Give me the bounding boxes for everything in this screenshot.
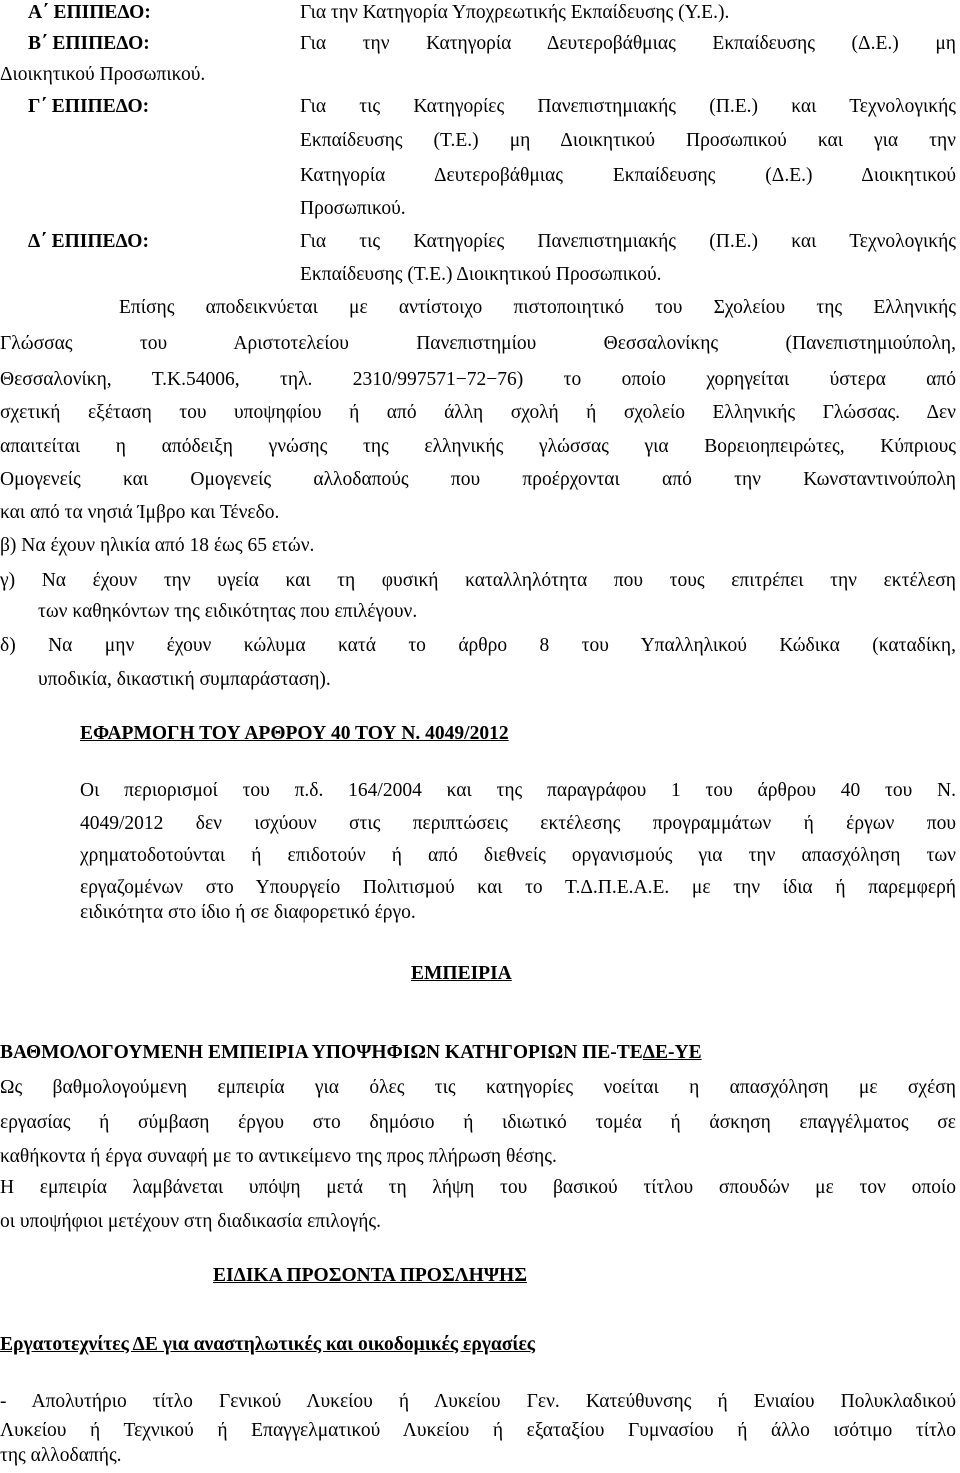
para1-line: Γλώσσας του Αριστοτελείου Πανεπιστημίου Θεσσαλονίκης (Πανεπιστημιούπολη, — [0, 333, 956, 354]
item-d-impediment: δ) Να μην έχουν κώλυμα κατά το άρθρο 8 του Υπαλληλικού Κώδικα (καταδίκη, — [0, 635, 956, 656]
level-c-text-2: Εκπαίδευσης (Τ.Ε.) μη Διοικητικού Προσωπικού και για την — [300, 130, 956, 151]
workers-line: της αλλοδαπής. — [0, 1445, 122, 1466]
para1-line: Θεσσαλονίκη, Τ.Κ.54006, τηλ. 2310/997571−72−76) το οποίο χορηγείται ύστερα από — [0, 369, 956, 390]
workers-line: - Απολυτήριο τίτλο Γενικού Λυκείου ή Λυκείου Γεν. Κατεύθυνσης ή Ενιαίου Πολυκλαδικού — [0, 1391, 956, 1412]
law-line: Οι περιορισμοί του π.δ. 164/2004 και της παραγράφου 1 του άρθρου 40 του Ν. — [80, 780, 956, 801]
heading-scored-experience — [0, 1037, 702, 1070]
heading-scored-tail: ΔΕ-ΥΕ — [642, 1042, 702, 1063]
para1-line: σχετική εξέταση του υποψηφίου ή από άλλη σχολή ή σχολείο Ελληνικής Γλώσσας. Δεν — [0, 402, 956, 423]
item-b-age: β) Να έχουν ηλικία από 18 έως 65 ετών. — [0, 535, 315, 556]
level-d-label: Δ΄ ΕΠΙΠΕΔΟ: — [28, 231, 149, 252]
level-a-text: Για την Κατηγορία Υποχρεωτικής Εκπαίδευσης (Υ.Ε.). — [300, 2, 730, 23]
heading-scored-main: ΒΑΘΜΟΛΟΓΟΥΜΕΝΗ ΕΜΠΕΙΡΙΑ ΥΠΟΨΗΦΙΩΝ ΚΑΤΗΓΟΡΙΩΝ ΠΕ-ΤΕ — [0, 1042, 643, 1063]
level-c-text: Για τις Κατηγορίες Πανεπιστημιακής (Π.Ε.) και Τεχνολογικής — [300, 96, 956, 117]
level-d-text: Για τις Κατηγορίες Πανεπιστημιακής (Π.Ε.) και Τεχνολογικής — [300, 231, 956, 252]
item-d-impediment-2: υποδικία, δικαστική συμπαράσταση). — [38, 669, 331, 690]
para1-line: Επίσης αποδεικνύεται με αντίστοιχο πιστοποιητικό του Σχολείου της Ελληνικής — [119, 297, 956, 318]
level-d-text-2: Εκπαίδευσης (Τ.Ε.) Διοικητικού Προσωπικού. — [300, 264, 662, 285]
law-line: ειδικότητα στο ίδιο ή σε διαφορετικό έργο. — [80, 902, 416, 923]
level-c-text-3: Κατηγορία Δευτεροβάθμιας Εκπαίδευσης (Δ.Ε.) Διοικητικού — [300, 165, 956, 186]
exp1-line: καθήκοντα ή έργα συναφή με το αντικείμενο της προς πλήρωση θέσης. — [0, 1146, 557, 1167]
heading-experience: ΕΜΠΕΙΡΙΑ — [411, 963, 512, 984]
workers-line: Λυκείου ή Τεχνικού ή Επαγγελματικού Λυκείου ή εξαταξίου Γυμνασίου ή άλλο ισότιμο τίτλο — [0, 1420, 956, 1441]
level-c-label: Γ΄ ΕΠΙΠΕΔΟ: — [28, 96, 150, 117]
level-b-label: Β΄ ΕΠΙΠΕΔΟ: — [28, 33, 150, 54]
exp2-line: οι υποψήφιοι μετέχουν στη διαδικασία επιλογής. — [0, 1211, 382, 1232]
law-line: χρηματοδοτούνται ή επιδοτούν ή από διεθνείς οργανισμούς για την απασχόληση των — [80, 845, 956, 866]
item-c-health-2: των καθηκόντων της ειδικότητας που επιλέγουν. — [38, 601, 418, 622]
heading-special-qualifications: ΕΙΔΙΚΑ ΠΡΟΣΟΝΤΑ ΠΡΟΣΛΗΨΗΣ — [213, 1265, 527, 1286]
law-line: 4049/2012 δεν ισχύουν στις περιπτώσεις εκτέλεσης προγραμμάτων ή έργων που — [80, 813, 956, 834]
level-b-text: Για την Κατηγορία Δευτεροβάθμιας Εκπαίδευσης (Δ.Ε.) μη — [300, 33, 956, 54]
exp1-line: Ως βαθμολογούμενη εμπειρία για όλες τις κατηγορίες νοείται η απασχόληση με σχέση — [0, 1077, 956, 1098]
para1-line: απαιτείται η απόδειξη γνώσης της ελληνικής γλώσσας για Βορειοηπειρώτες, Κύπριους — [0, 436, 956, 457]
law-line: εργαζομένων στο Υπουργείο Πολιτισμού και το Τ.Δ.Π.Ε.Α.Ε. με την ίδια ή παρεμφερή — [80, 877, 956, 898]
level-b-text-2: Διοικητικού Προσωπικού. — [0, 64, 206, 85]
item-c-health: γ) Να έχουν την υγεία και τη φυσική καταλληλότητα που τους επιτρέπει την εκτέλεση — [0, 570, 956, 591]
para1-line: και από τα νησιά Ίμβρο και Τένεδο. — [0, 502, 280, 523]
para1-line: Ομογενείς και Ομογενείς αλλοδαπούς που προέρχονται από την Κωνσταντινούπολη — [0, 469, 956, 490]
level-c-text-4: Προσωπικού. — [300, 198, 406, 219]
exp2-line: Η εμπειρία λαμβάνεται υπόψη μετά τη λήψη του βασικού τίτλου σπουδών με τον οποίο — [0, 1177, 956, 1198]
heading-workers: Εργατοτεχνίτες ΔΕ για αναστηλωτικές και οικοδομικές εργασίες — [0, 1334, 536, 1355]
exp1-line: εργασίας ή σύμβαση έργου στο δημόσιο ή ιδιωτικό τομέα ή άσκηση επαγγέλματος σε — [0, 1112, 956, 1133]
heading-article-40: ΕΦΑΡΜΟΓΗ ΤΟΥ ΑΡΘΡΟΥ 40 ΤΟΥ Ν. 4049/2012 — [80, 723, 509, 744]
level-a-label: Α΄ ΕΠΙΠΕΔΟ: — [28, 2, 151, 23]
